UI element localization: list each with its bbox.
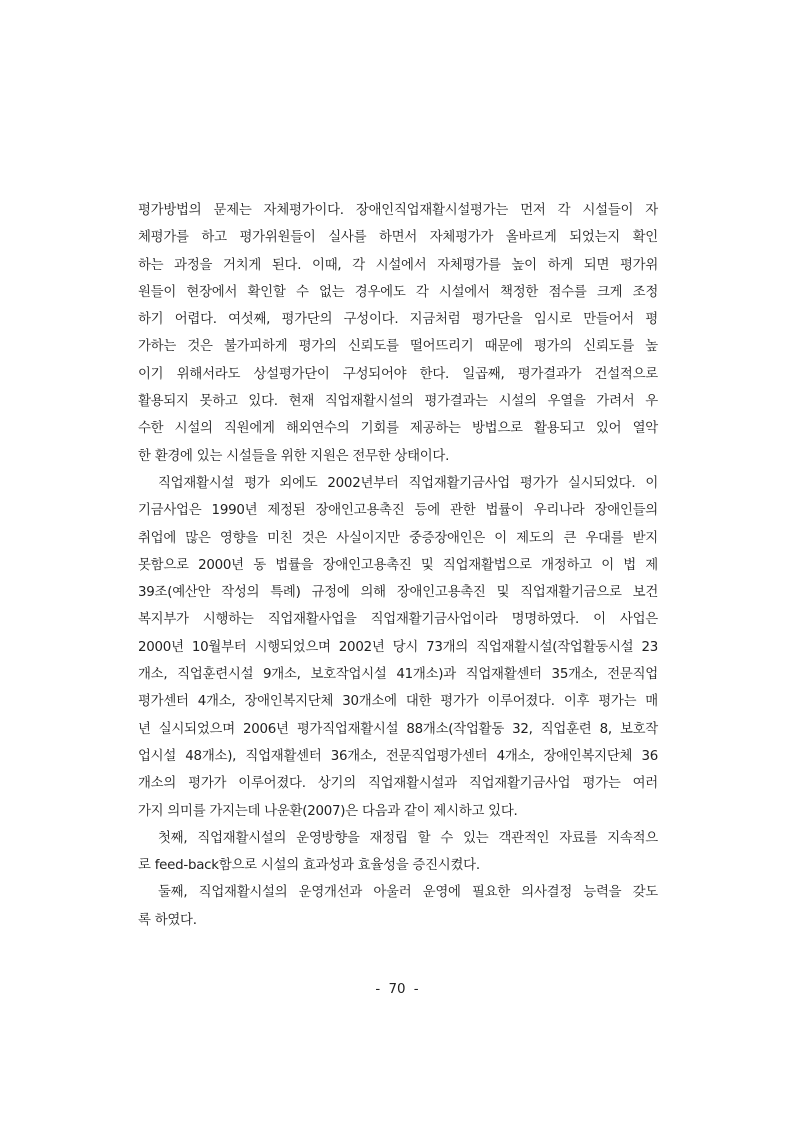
text-line: 이기 위해서라도 상설평가단이 구성되어야 한다. 일곱째, 평가결과가 건설적으로 bbox=[138, 366, 658, 382]
text-line: 하기 어렵다. 여섯째, 평가단의 구성이다. 지금처럼 평가단을 임시로 만들어서 평 bbox=[138, 312, 658, 328]
text-line: 평가센터 4개소, 장애인복지단체 30개소에 대한 평가가 이루어졌다. 이후 평가는 매 bbox=[138, 694, 658, 710]
text-line: 복지부가 시행하는 직업재활사업을 직업재활기금사업이라 명명하였다. 이 사업은 bbox=[138, 612, 658, 628]
text-line: 취업에 많은 영향을 미친 것은 사실이지만 중증장애인은 이 제도의 큰 우대를 받지 bbox=[138, 530, 658, 546]
text-line: 못함으로 2000년 동 법률을 장애인고용촉진 및 직업재활법으로 개정하고 이 법 제 bbox=[138, 557, 658, 573]
text-line: 평가방법의 문제는 자체평가이다. 장애인직업재활시설평가는 먼저 각 시설들이 자 bbox=[138, 203, 658, 218]
text-line: 로 feed-back함으로 시설의 효과성과 효율성을 증진시켰다. bbox=[138, 858, 480, 874]
text-line: 체평가를 하고 평가위원들이 실사를 하면서 자체평가가 올바르게 되었는지 확인 bbox=[138, 230, 658, 246]
text-line: 직업재활시설 평가 외에도 2002년부터 직업재활기금사업 평가가 실시되었다. 이 bbox=[158, 475, 658, 491]
text-line: 가지 의미를 가지는데 나운환(2007)은 다음과 같이 제시하고 있다. bbox=[138, 803, 518, 819]
text-line: 첫째, 직업재활시설의 운영방향을 재정립 할 수 있는 객관적인 자료를 지속적으 bbox=[158, 830, 658, 846]
text-line: 하는 과정을 거치게 된다. 이때, 각 시설에서 자체평가를 높이 하게 되면 평가위 bbox=[138, 257, 658, 273]
text-line: 둘째, 직업재활시설의 운영개선과 아울러 운영에 필요한 의사결정 능력을 갖도 bbox=[158, 885, 658, 901]
text-line: 활용되지 못하고 있다. 현재 직업재활시설의 평가결과는 시설의 우열을 가려서 우 bbox=[138, 394, 658, 410]
text-line: 39조(예산안 작성의 특례) 규정에 의해 장애인고용촉진 및 직업재활기금으로 보건 bbox=[138, 585, 658, 601]
text-line: 한 환경에 있는 시설들을 위한 지원은 전무한 상태이다. bbox=[138, 448, 450, 464]
text-line: 기금사업은 1990년 제정된 장애인고용촉진 등에 관한 법률이 우리나라 장애인들의 bbox=[138, 503, 658, 519]
text-line: 2000년 10월부터 시행되었으며 2002년 당시 73개의 직업재활시설(작업활동시설 23 bbox=[138, 639, 658, 655]
text-line: 업시설 48개소), 직업재활센터 36개소, 전문직업평가센터 4개소, 장애인복지단체 36 bbox=[138, 748, 658, 764]
text-line: 개소, 직업훈련시설 9개소, 보호작업시설 41개소)과 직업재활센터 35개소, 전문직업 bbox=[138, 667, 658, 683]
text-line: 가하는 것은 불가피하게 평가의 신뢰도를 떨어뜨리기 때문에 평가의 신뢰도를 높 bbox=[138, 339, 658, 355]
text-line: 록 하였다. bbox=[138, 912, 197, 928]
text-line: 개소의 평가가 이루어졌다. 상기의 직업재활시설과 직업재활기금사업 평가는 여러 bbox=[138, 776, 658, 792]
text-line: 원들이 현장에서 확인할 수 없는 경우에도 각 시설에서 책정한 점수를 크게 조정 bbox=[138, 284, 658, 300]
page-number: - 70 - bbox=[375, 982, 419, 997]
body-text bbox=[138, 197, 658, 934]
text-line: 수한 시설의 직원에게 해외연수의 기회를 제공하는 방법으로 활용되고 있어 열악 bbox=[138, 421, 658, 437]
text-line: 년 실시되었으며 2006년 평가직업재활시설 88개소(작업활동 32, 직업훈련 8, 보호작 bbox=[138, 721, 658, 737]
